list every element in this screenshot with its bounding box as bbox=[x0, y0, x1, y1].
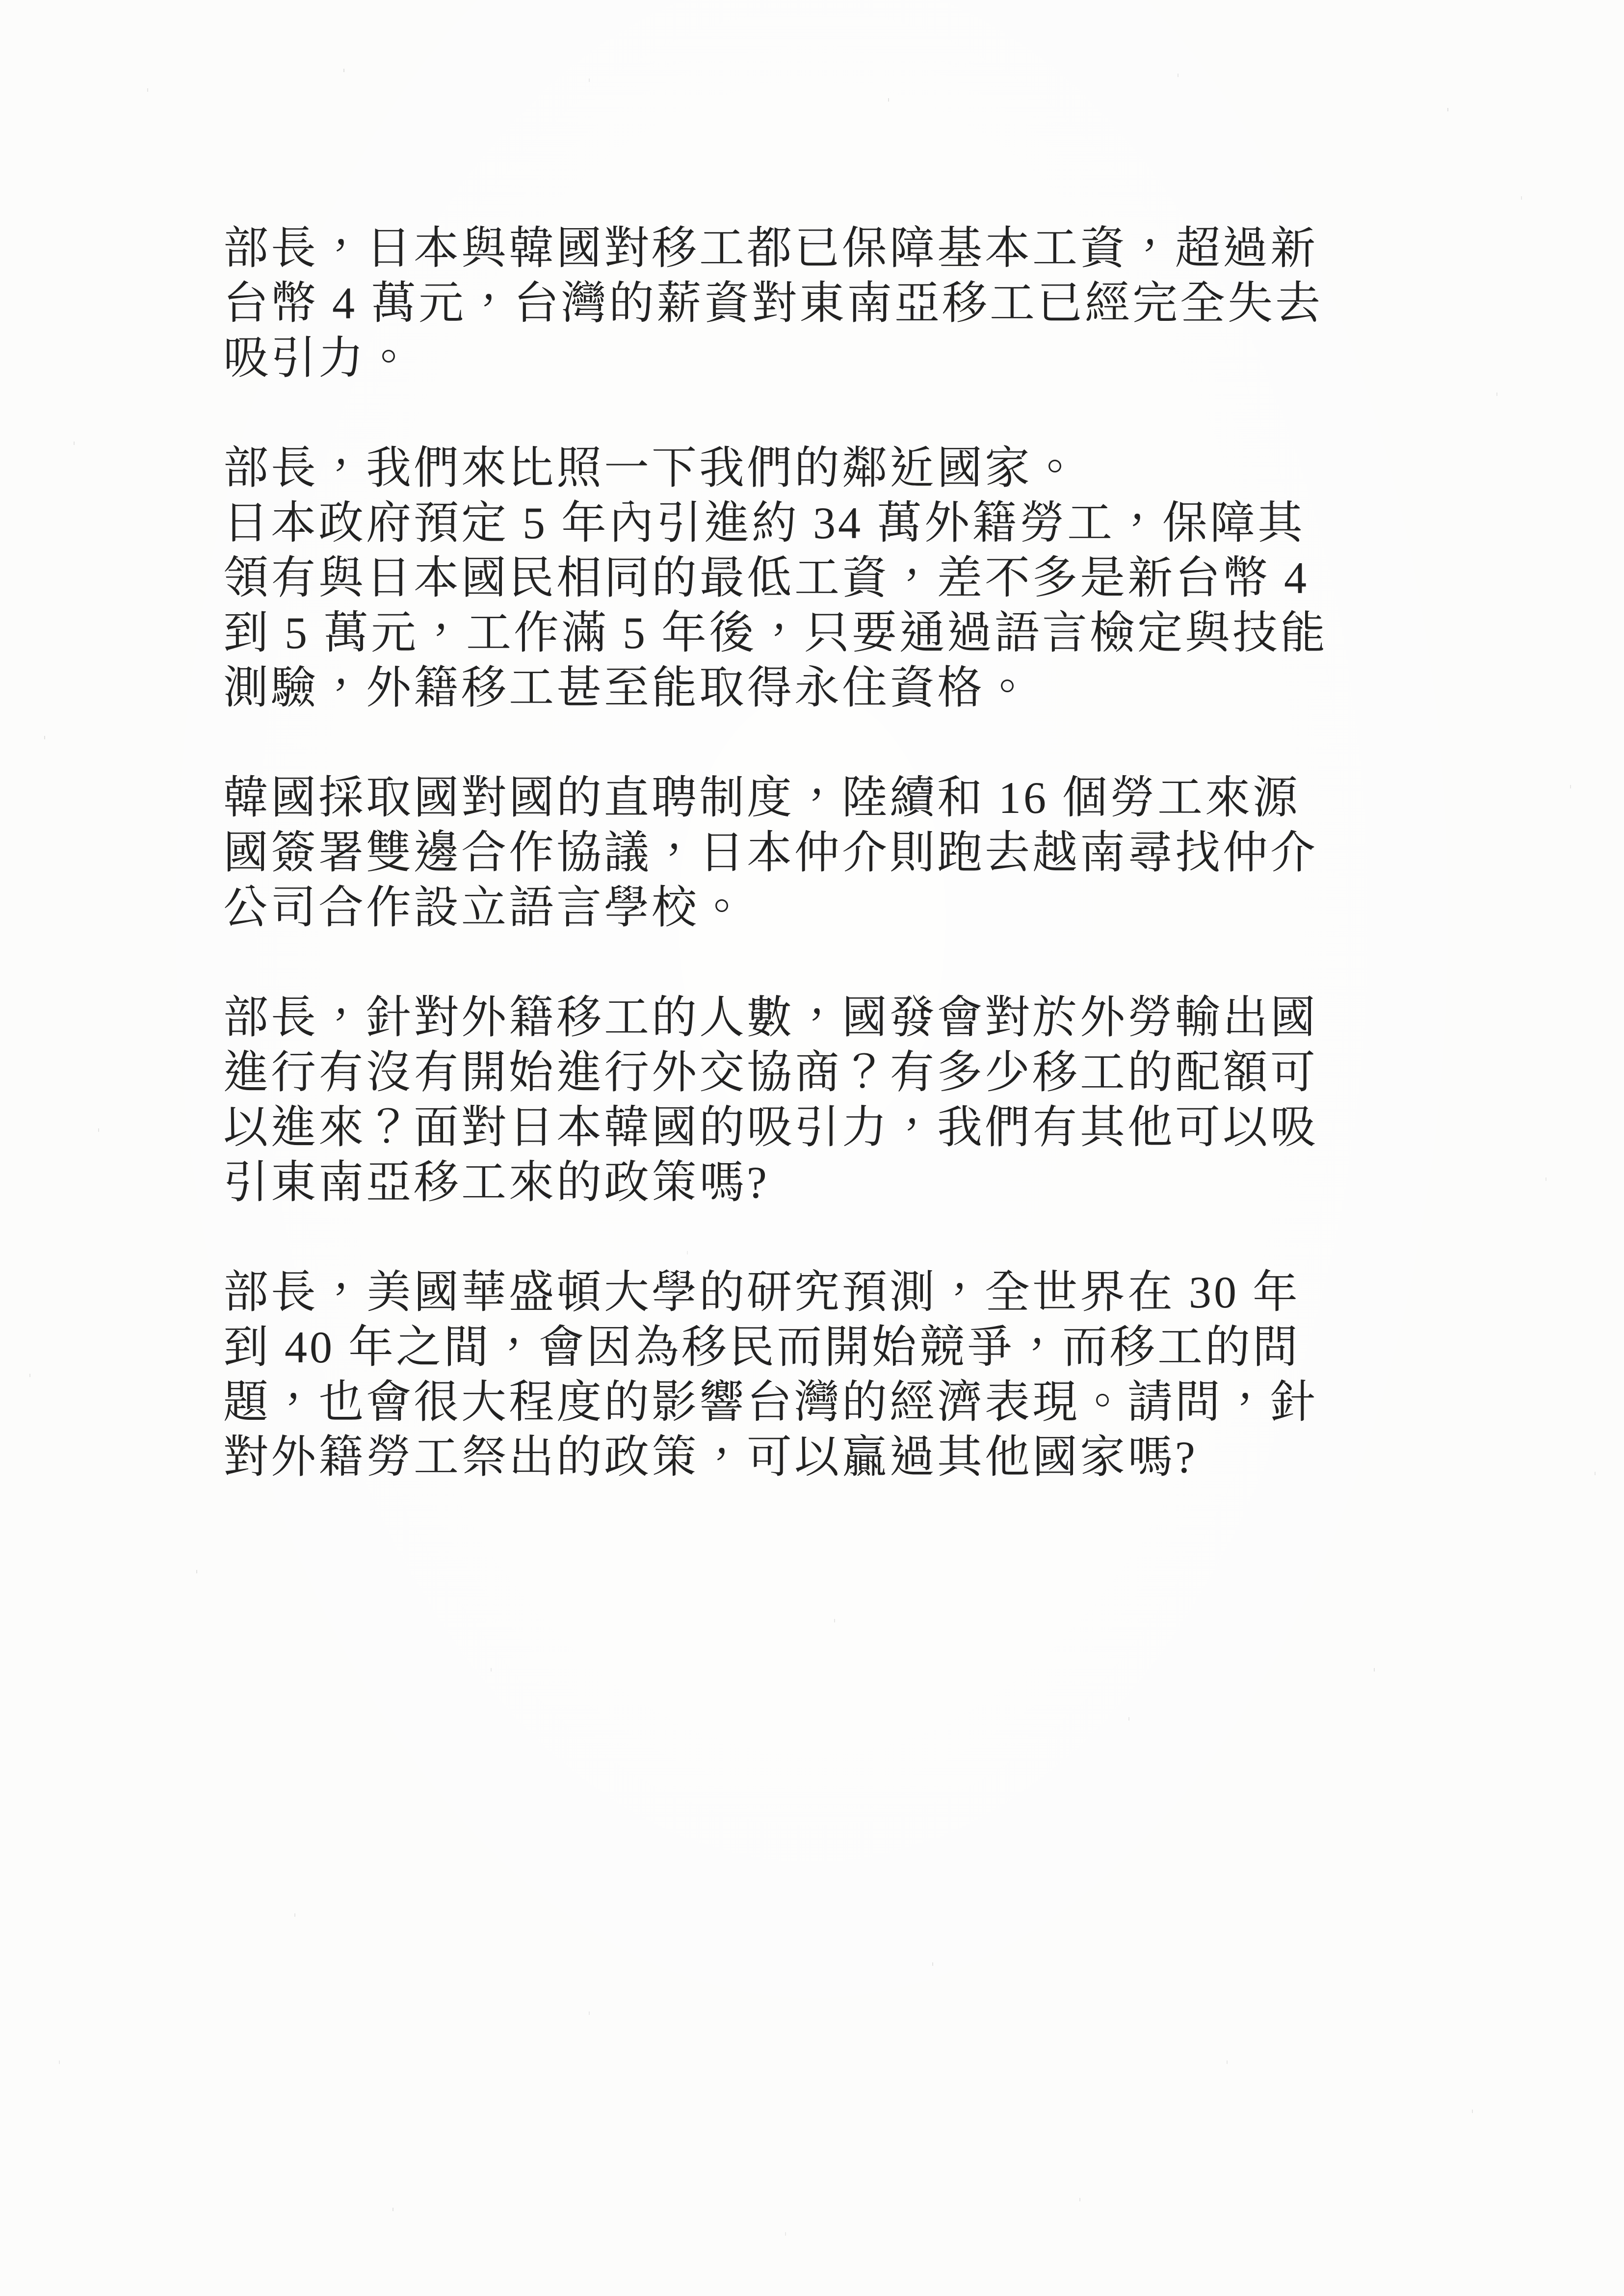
paragraph-research-forecast bbox=[223, 1265, 1391, 1485]
text-line: 國簽署雙邊合作協議，日本仲介則跑去越南尋找仲介 bbox=[223, 828, 1318, 878]
paragraph-wages-comparison bbox=[223, 221, 1391, 386]
text-line: 對外籍勞工祭出的政策，可以贏過其他國家嗎? bbox=[223, 1432, 1198, 1482]
text-line: 到 40 年之間，會因為移民而開始競爭，而移工的問 bbox=[223, 1322, 1301, 1372]
scan-noise-speckles bbox=[0, 0, 1, 3]
document-text-block bbox=[223, 221, 1391, 1539]
text-line: 以進來？面對日本韓國的吸引力，我們有其他可以吸 bbox=[223, 1102, 1318, 1152]
text-line: 部長，日本與韓國對移工都已保障基本工資，超過新 bbox=[223, 223, 1318, 273]
text-line: 部長，美國華盛頓大學的研究預測，全世界在 30 年 bbox=[223, 1267, 1301, 1317]
text-line: 部長，針對外籍移工的人數，國發會對於外勞輸出國 bbox=[223, 992, 1318, 1043]
text-line: 進行有沒有開始進行外交協商？有多少移工的配額可 bbox=[223, 1047, 1318, 1097]
text-line: 台幣 4 萬元，台灣的薪資對東南亞移工已經完全失去 bbox=[223, 278, 1323, 328]
text-line: 韓國採取國對國的直聘制度，陸續和 16 個勞工來源 bbox=[223, 773, 1301, 823]
paragraph-japan-policy bbox=[223, 441, 1391, 715]
paragraph-quota-questions bbox=[223, 990, 1391, 1210]
text-line: 測驗，外籍移工甚至能取得永住資格。 bbox=[223, 663, 1033, 713]
text-line: 部長，我們來比照一下我們的鄰近國家。 bbox=[223, 443, 1080, 493]
text-line: 題，也會很大程度的影響台灣的經濟表現。請問，針 bbox=[223, 1377, 1318, 1427]
text-line: 日本政府預定 5 年內引進約 34 萬外籍勞工，保障其 bbox=[223, 498, 1306, 548]
text-line: 領有與日本國民相同的最低工資，差不多是新台幣 4 bbox=[223, 553, 1310, 603]
paragraph-korea-policy bbox=[223, 770, 1391, 935]
text-line: 吸引力。 bbox=[223, 333, 414, 383]
text-line: 引東南亞移工來的政策嗎? bbox=[223, 1157, 769, 1207]
text-line: 公司合作設立語言學校。 bbox=[223, 883, 747, 933]
text-line: 到 5 萬元，工作滿 5 年後，只要通過語言檢定與技能 bbox=[223, 608, 1328, 658]
